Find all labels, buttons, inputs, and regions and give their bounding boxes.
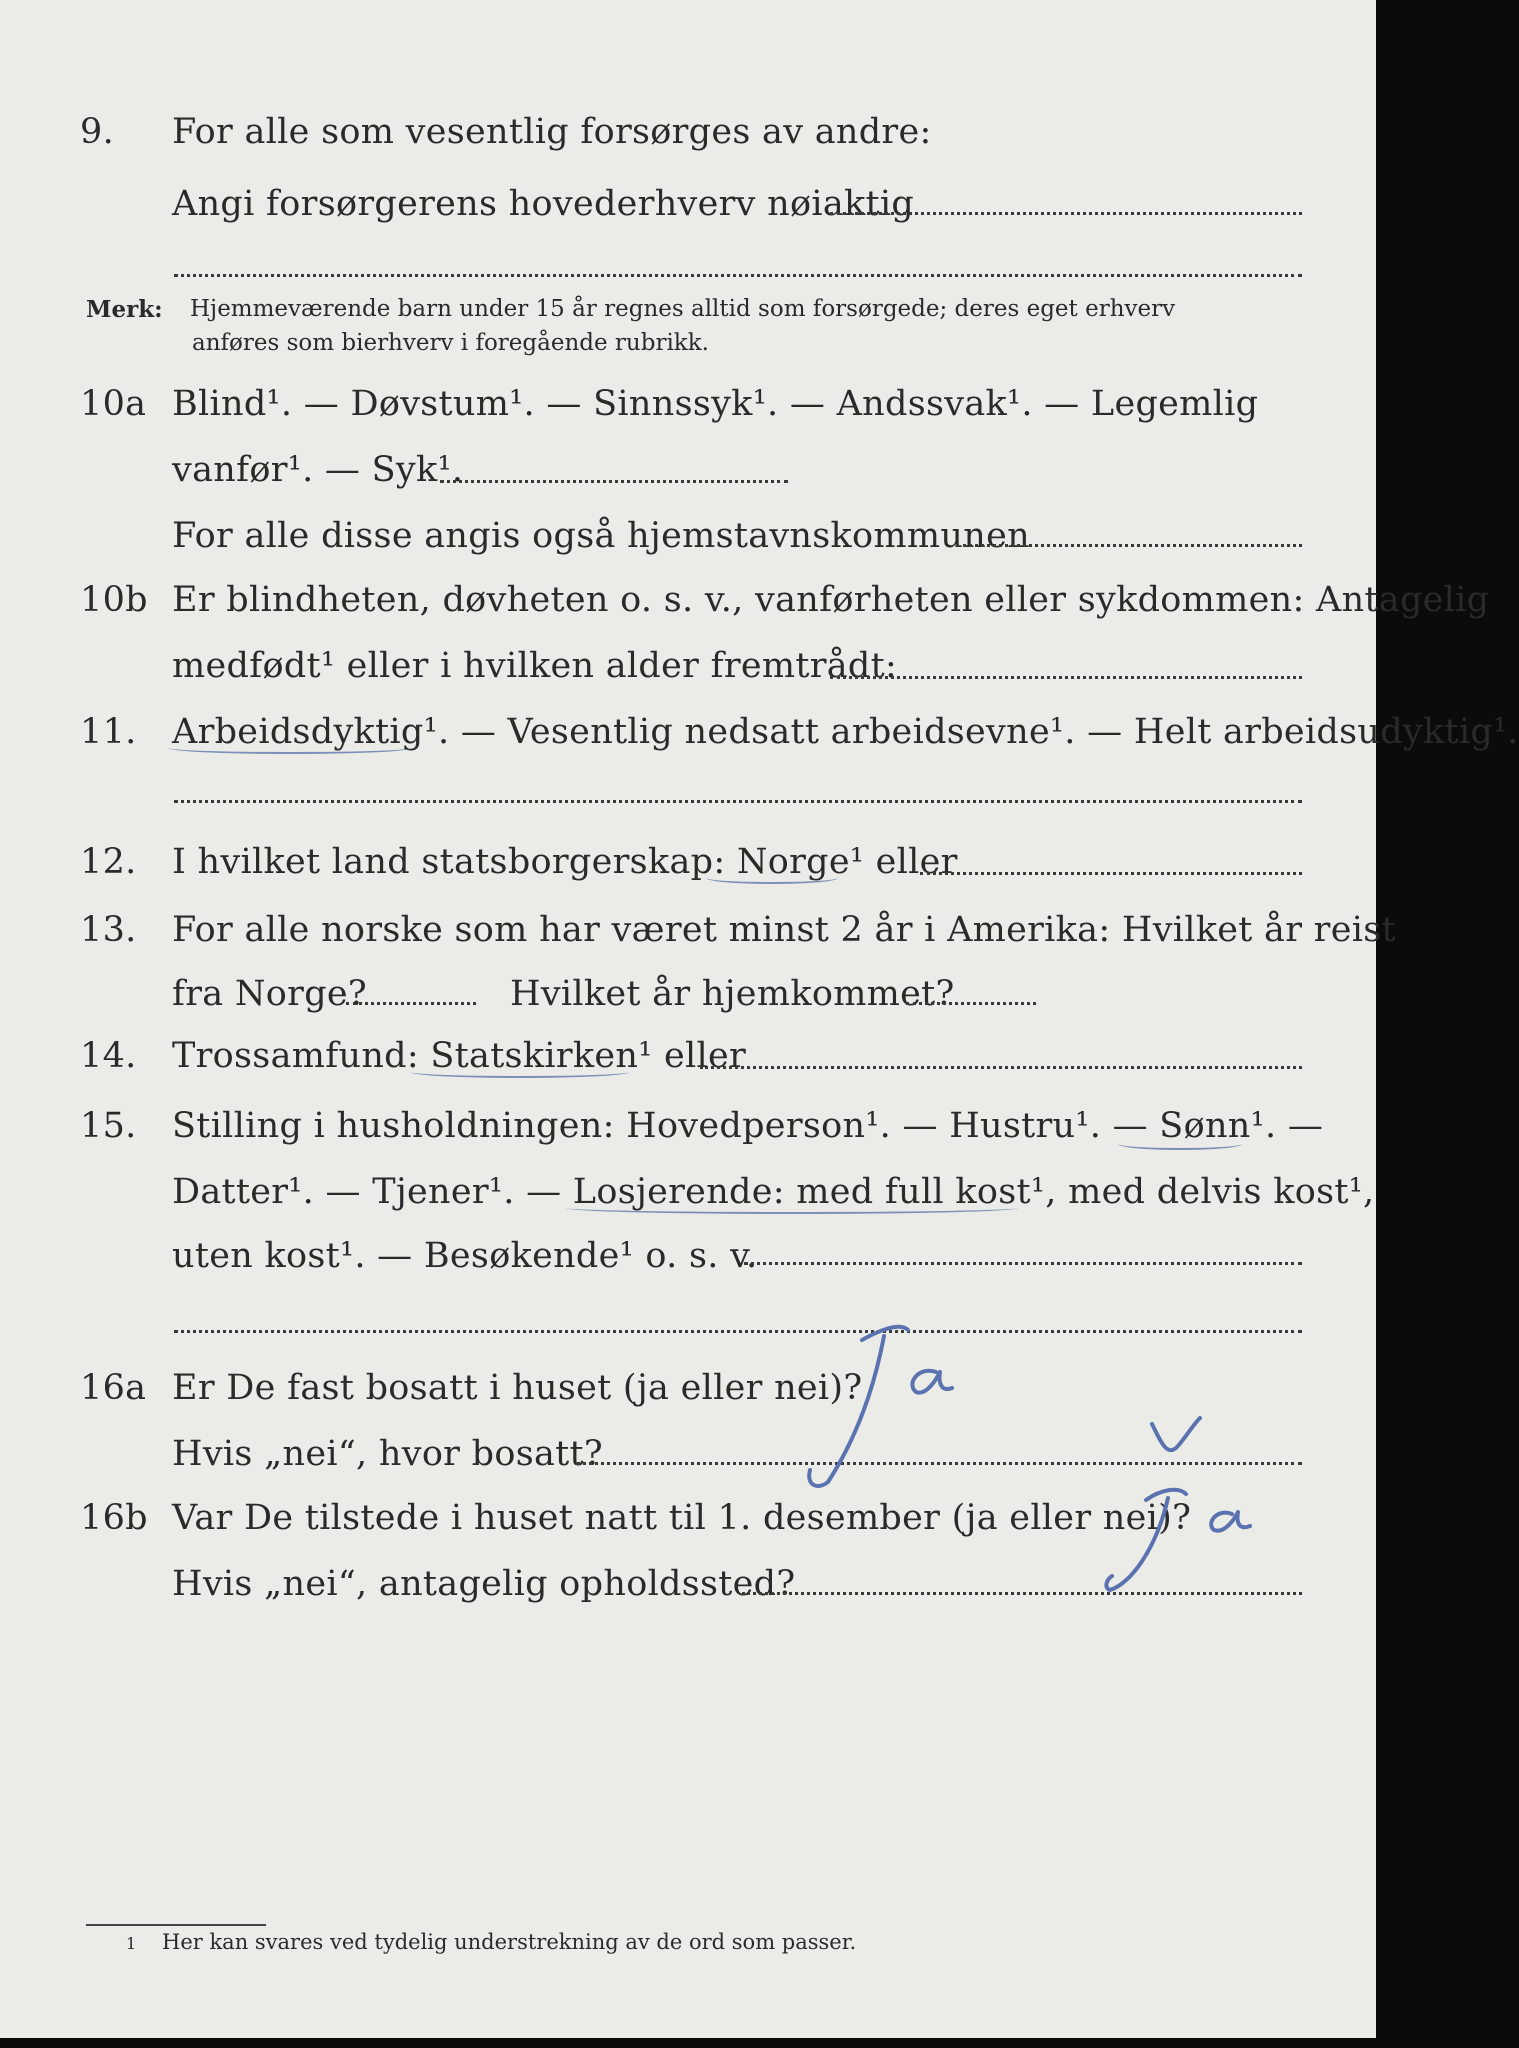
- q13-line1: For alle norske som har været minst 2 år i Amerika: Hvilket år reist: [172, 910, 1396, 950]
- footnote-text: Her kan svares ved tydelig understrekning av de ord som passer.: [162, 1930, 857, 1954]
- handwritten-answer-16a: [0, 0, 1, 1]
- q11-number: 11.: [80, 712, 137, 752]
- q15-line2: Datter¹. — Tjener¹. — Losjerende: med full kost¹, med delvis kost¹,: [172, 1172, 1375, 1212]
- q10a-line1: Blind¹. — Døvstum¹. — Sinnssyk¹. — Andssvak¹. — Legemlig: [172, 384, 1259, 424]
- q10a-line3: For alle disse angis også hjemstavnskommunen: [172, 516, 1030, 556]
- footnote-rule: [86, 1924, 266, 1926]
- merk-line1: Hjemmeværende barn under 15 år regnes alltid som forsørgede; deres eget erhverv: [190, 296, 1176, 322]
- q9-number: 9.: [80, 112, 114, 152]
- q10a-number: 10a: [80, 384, 147, 424]
- q12-number: 12.: [80, 842, 137, 882]
- q14-number: 14.: [80, 1036, 137, 1076]
- q16a-line1: Er De fast bosatt i huset (ja eller nei)?: [172, 1368, 863, 1408]
- q10a-line2: vanfør¹. — Syk¹.: [172, 450, 464, 490]
- handwritten-ja-16a: [809, 1327, 952, 1486]
- handwritten-ja-16b: [1106, 1418, 1250, 1590]
- q11-line1: Arbeidsdyktig¹. — Vesentlig nedsatt arbeidsevne¹. — Helt arbeidsudyktig¹.: [172, 712, 1519, 752]
- q12-line1: I hvilket land statsborgerskap: Norge¹ eller: [172, 842, 958, 882]
- q16b-line2: Hvis „nei“, antagelig opholdssted?: [172, 1564, 796, 1604]
- q10b-line2: medfødt¹ eller i hvilken alder fremtrådt:: [172, 646, 898, 686]
- q9-line1: For alle som vesentlig forsørges av andre:: [172, 112, 932, 152]
- handwriting-values: [0, 0, 1, 1]
- q16b-line1: Var De tilstede i huset natt til 1. desember (ja eller nei)?: [172, 1498, 1192, 1538]
- q16a-line2: Hvis „nei“, hvor bosatt?: [172, 1434, 603, 1474]
- q15-line1: Stilling i husholdningen: Hovedperson¹. — Hustru¹. — Sønn¹. —: [172, 1106, 1324, 1146]
- footnote-marker: 1: [126, 1934, 137, 1953]
- q15-number: 15.: [80, 1106, 137, 1146]
- merk-line2: anføres som bierhverv i foregående rubrikk.: [192, 330, 709, 356]
- q10b-number: 10b: [80, 580, 148, 620]
- q9-line2: Angi forsørgerens hovederhverv nøiaktig: [172, 184, 915, 224]
- merk-label: Merk:: [86, 296, 163, 323]
- q14-line1: Trossamfund: Statskirken¹ eller: [172, 1036, 747, 1076]
- q13-line2a: fra Norge?: [172, 974, 367, 1014]
- q15-line3: uten kost¹. — Besøkende¹ o. s. v.: [172, 1236, 758, 1276]
- q16a-number: 16a: [80, 1368, 147, 1408]
- q10b-line1: Er blindheten, døvheten o. s. v., vanførheten eller sykdommen: Antagelig: [172, 580, 1490, 620]
- q13-line2b: Hvilket år hjemkommet?: [510, 974, 955, 1014]
- q16b-number: 16b: [80, 1498, 148, 1538]
- q13-number: 13.: [80, 910, 137, 950]
